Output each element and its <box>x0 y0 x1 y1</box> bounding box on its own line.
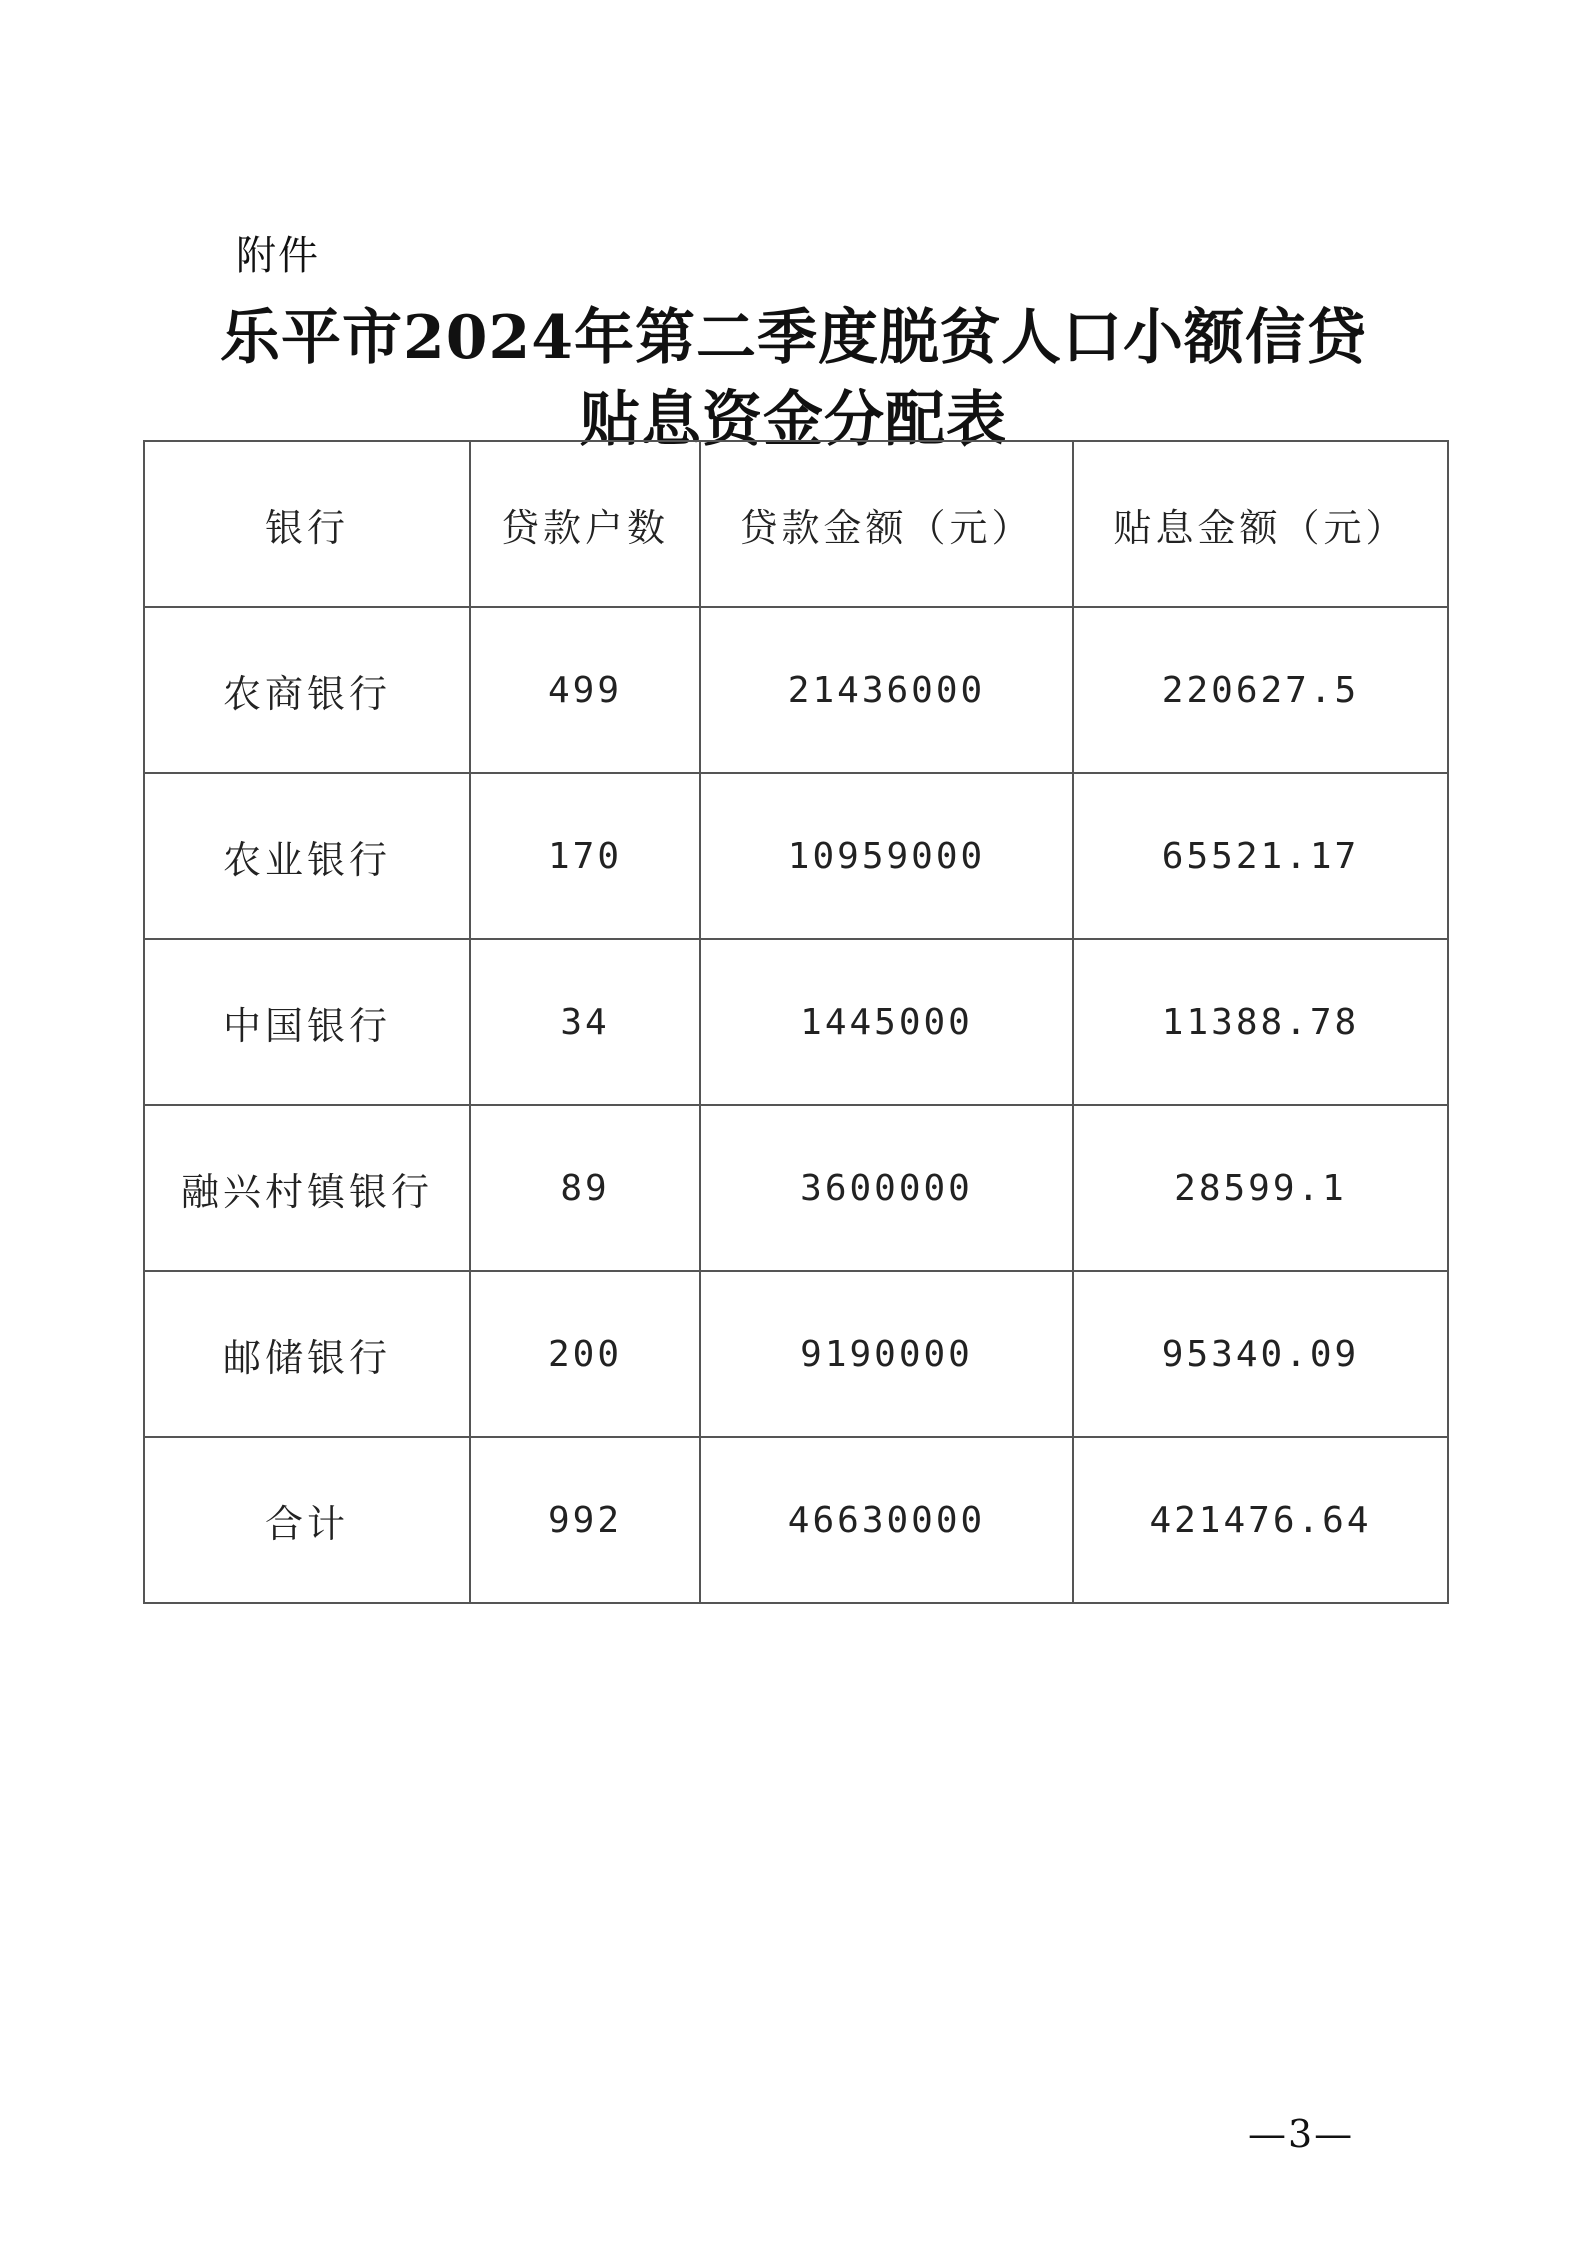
cell-subsidy-amount: 28599.1 <box>1073 1105 1448 1271</box>
subsidy-allocation-table <box>143 440 1449 1604</box>
subsidy-allocation-table-container <box>143 440 1447 1604</box>
cell-loan-amount: 21436000 <box>700 607 1073 773</box>
table-header-row <box>144 441 1448 607</box>
header-subsidy-amount: 贴息金额（元） <box>1073 441 1448 607</box>
cell-subsidy-amount: 11388.78 <box>1073 939 1448 1105</box>
cell-households: 89 <box>470 1105 700 1271</box>
attachment-label: 附件 <box>236 233 320 279</box>
cell-total-subsidy-amount: 421476.64 <box>1073 1437 1448 1603</box>
table-row <box>144 939 1448 1105</box>
cell-loan-amount: 10959000 <box>700 773 1073 939</box>
cell-subsidy-amount: 220627.5 <box>1073 607 1448 773</box>
table-row <box>144 607 1448 773</box>
cell-total-label: 合计 <box>144 1437 470 1603</box>
header-bank: 银行 <box>144 441 470 607</box>
cell-bank: 中国银行 <box>144 939 470 1105</box>
cell-subsidy-amount: 65521.17 <box>1073 773 1448 939</box>
cell-households: 170 <box>470 773 700 939</box>
table-total-row <box>144 1437 1448 1603</box>
cell-bank: 邮储银行 <box>144 1271 470 1437</box>
cell-loan-amount: 1445000 <box>700 939 1073 1105</box>
page-number: —3— <box>1248 2112 1355 2156</box>
cell-total-loan-amount: 46630000 <box>700 1437 1073 1603</box>
cell-loan-amount: 9190000 <box>700 1271 1073 1437</box>
cell-bank: 农商银行 <box>144 607 470 773</box>
cell-subsidy-amount: 95340.09 <box>1073 1271 1448 1437</box>
cell-loan-amount: 3600000 <box>700 1105 1073 1271</box>
document-title-line-1: 乐平市2024年第二季度脱贫人口小额信贷 <box>220 303 1367 373</box>
table-row <box>144 773 1448 939</box>
table-row <box>144 1105 1448 1271</box>
cell-bank: 融兴村镇银行 <box>144 1105 470 1271</box>
cell-households: 499 <box>470 607 700 773</box>
document-title-line-2: 贴息资金分配表 <box>580 385 1007 455</box>
cell-bank: 农业银行 <box>144 773 470 939</box>
cell-total-households: 992 <box>470 1437 700 1603</box>
cell-households: 200 <box>470 1271 700 1437</box>
cell-households: 34 <box>470 939 700 1105</box>
header-loan-amount: 贷款金额（元） <box>700 441 1073 607</box>
table-row <box>144 1271 1448 1437</box>
header-households: 贷款户数 <box>470 441 700 607</box>
